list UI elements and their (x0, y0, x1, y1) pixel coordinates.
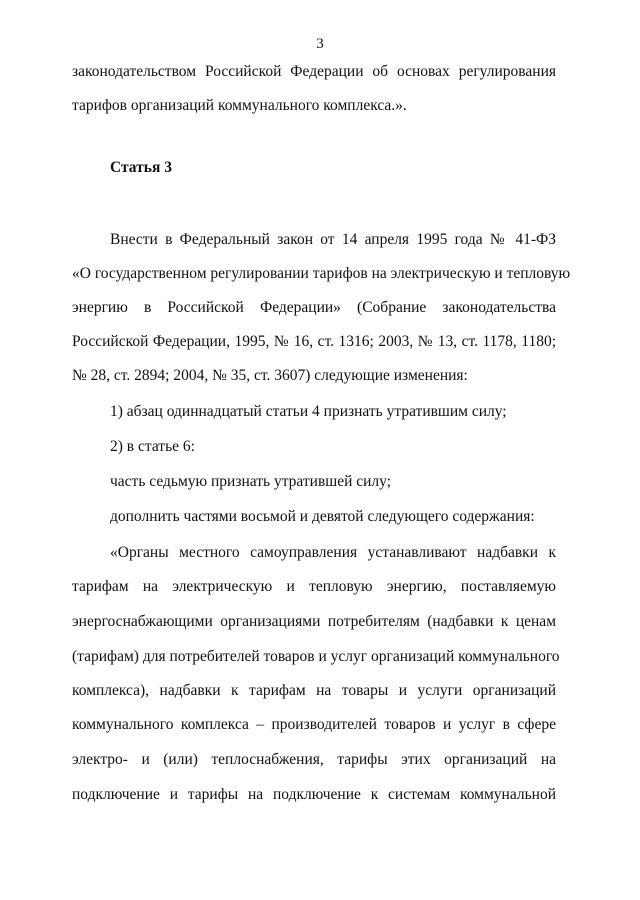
quote-line-6: коммунального комплекса – производителей товаров и услуг в сфере (72, 716, 556, 733)
page-number: 3 (316, 36, 324, 52)
intro-line-2: «О государственном регулировании тарифов на электрическую и тепловую (72, 265, 571, 282)
quote-line-2: тарифам на электрическую и тепловую энергию, поставляемую (72, 578, 556, 595)
quote-line-5: комплекса), надбавки к тарифам на товары и услуги организаций (72, 682, 556, 699)
intro-line-5: № 28, ст. 2894; 2004, № 35, ст. 3607) следующие изменения: (72, 367, 468, 384)
intro-line-4: Российской Федерации, 1995, № 16, ст. 1316; 2003, № 13, ст. 1178, 1180; (72, 333, 556, 350)
quote-line-3: энергоснабжающими организациями потребителям (надбавки к ценам (72, 613, 556, 630)
quote-line-4: (тарифам) для потребителей товаров и услуг организаций коммунального (72, 648, 560, 665)
item-line-3: часть седьмую признать утратившей силу; (110, 473, 392, 490)
continuation-line-2: тарифов организаций коммунального комплекса.». (72, 97, 407, 114)
item-line-2: 2) в статье 6: (110, 438, 195, 455)
intro-line-1: Внести в Федеральный закон от 14 апреля 1995 года № 41-ФЗ (110, 231, 556, 248)
intro-line-3: энергию в Российской Федерации» (Собрание законодательства (72, 299, 556, 316)
quote-line-7: электро- и (или) теплоснабжения, тарифы этих организаций на (72, 751, 556, 768)
quote-line-8: подключение и тарифы на подключение к системам коммунальной (72, 786, 556, 803)
quote-line-1: «Органы местного самоуправления устанавливают надбавки к (110, 544, 556, 561)
item-line-1: 1) абзац одиннадцатый статьи 4 признать утратившим силу; (110, 403, 507, 420)
item-line-4: дополнить частями восьмой и девятой следующего содержания: (110, 508, 535, 525)
article-heading: Статья 3 (110, 159, 172, 176)
continuation-line-1: законодательством Российской Федерации об основах регулирования (72, 63, 556, 80)
